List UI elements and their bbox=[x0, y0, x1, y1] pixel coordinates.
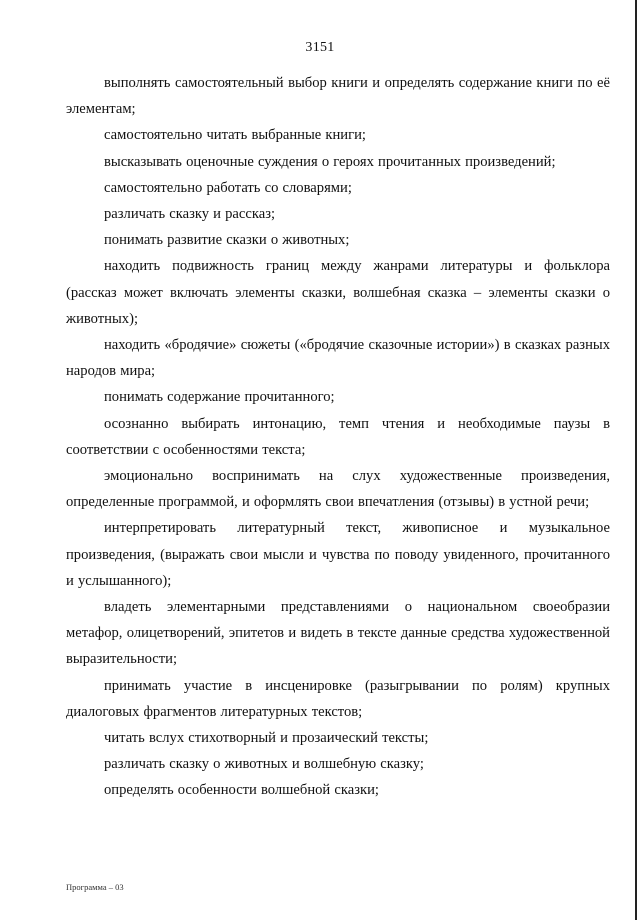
paragraph: высказывать оценочные суждения о героях прочитанных произведений; bbox=[104, 153, 556, 170]
footer-program-label: Программа – 03 bbox=[66, 882, 124, 892]
paragraph: самостоятельно читать выбранные книги; bbox=[104, 127, 366, 144]
paragraph: эмоционально воспринимать на слух художественные произведения, определенные программой, и оформлять свои впечатления (отзывы) в устной речи; bbox=[66, 468, 610, 511]
paragraph: интерпретировать литературный текст, живописное и музыкальное произведения, (выражать свои мысли и чувства по поводу увиденного, прочитанного и услышанного); bbox=[66, 520, 610, 589]
paragraph: находить подвижность границ между жанрами литературы и фольклора (рассказ может включать элементы сказки, волшебная сказка – элементы сказки о животных); bbox=[66, 258, 610, 327]
paragraph: понимать содержание прочитанного; bbox=[104, 389, 335, 406]
page-edge-line bbox=[635, 0, 637, 920]
body-text bbox=[66, 70, 610, 804]
paragraph: находить «бродячие» сюжеты («бродячие сказочные истории») в сказках разных народов мира; bbox=[66, 337, 610, 380]
paragraph: читать вслух стихотворный и прозаический тексты; bbox=[104, 730, 429, 747]
paragraph: самостоятельно работать со словарями; bbox=[104, 179, 352, 196]
paragraph: владеть элементарными представлениями о национальном своеобразии метафор, олицетворений, эпитетов и видеть в тексте данные средства художественной выразительности; bbox=[66, 599, 610, 668]
page-number: 3151 bbox=[305, 40, 335, 55]
paragraph: различать сказку и рассказ; bbox=[104, 206, 276, 223]
paragraph: принимать участие в инсценировке (разыгрывании по ролям) крупных диалоговых фрагментов литературных текстов; bbox=[66, 677, 610, 720]
paragraph: осознанно выбирать интонацию, темп чтения и необходимые паузы в соответствии с особенностями текста; bbox=[66, 415, 610, 458]
paragraph: понимать развитие сказки о животных; bbox=[104, 232, 350, 249]
paragraph: различать сказку о животных и волшебную сказку; bbox=[104, 756, 424, 773]
paragraph: выполнять самостоятельный выбор книги и определять содержание книги по её элементам; bbox=[66, 75, 610, 118]
paragraph: определять особенности волшебной сказки; bbox=[104, 782, 379, 799]
